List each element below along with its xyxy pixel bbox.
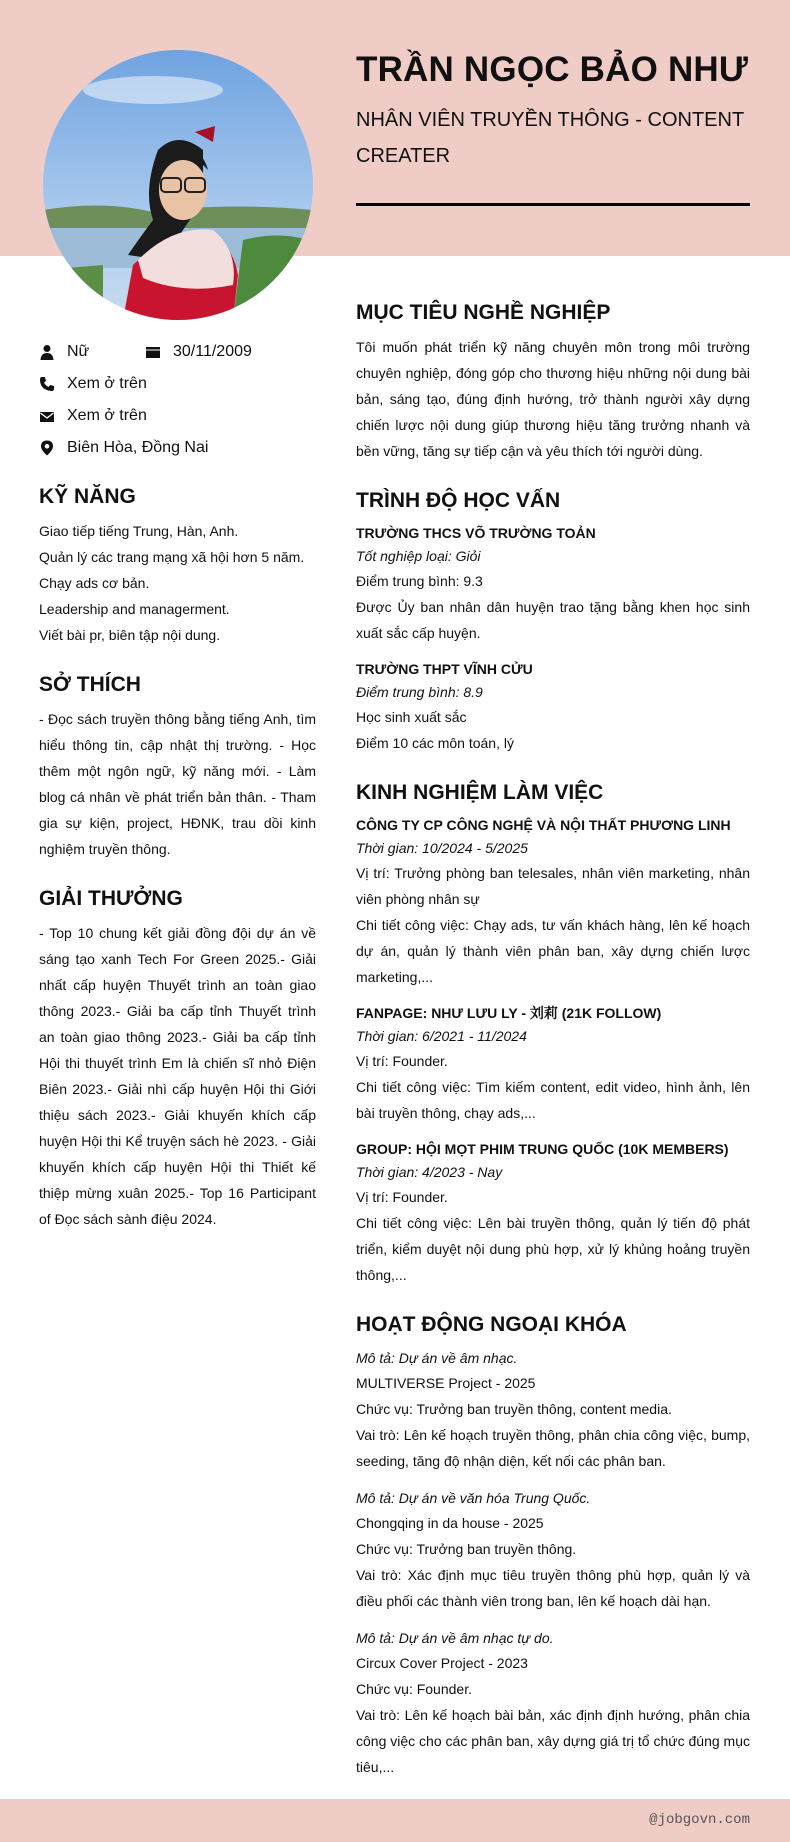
awards-heading: GIẢI THƯỞNG	[39, 887, 183, 910]
education-section	[356, 486, 750, 756]
activities-heading: HOẠT ĐỘNG NGOẠI KHÓA	[356, 1313, 627, 1336]
footer-band	[0, 1799, 790, 1842]
work-position: Vị trí: Trưởng phòng ban telesales, nhân viên marketing, nhân viên phòng nhân sự	[356, 865, 750, 907]
education-item	[356, 658, 750, 756]
school-line: Điểm 10 các môn toán, lý	[356, 735, 514, 751]
contact-row-gender-birthday	[39, 336, 316, 368]
skill-item: Quản lý các trang mạng xã hội hơn 5 năm.	[39, 549, 305, 565]
job-title: NHÂN VIÊN TRUYỀN THÔNG - CONTENT CREATER	[356, 109, 744, 167]
school-line: Điểm trung bình: 9.3	[356, 573, 483, 589]
activity-item	[356, 1626, 750, 1780]
address-value: Biên Hòa, Đồng Nai	[67, 439, 209, 456]
email-value: Xem ở trên	[67, 407, 147, 424]
calendar-icon	[145, 344, 161, 360]
activity-role: Chức vụ: Trưởng ban truyền thông, content media.	[356, 1401, 672, 1417]
hobbies-section	[39, 670, 316, 862]
birthday-value: 30/11/2009	[173, 343, 252, 360]
skill-item: Chạy ads cơ bản.	[39, 575, 150, 591]
contact-row-email	[39, 400, 316, 432]
experience-item	[356, 1002, 750, 1126]
experience-item	[356, 814, 750, 990]
avatar	[43, 50, 313, 320]
contact-row-address	[39, 432, 316, 464]
activity-role: Chức vụ: Trưởng ban truyền thông.	[356, 1541, 577, 1557]
activity-name: Circux Cover Project - 2023	[356, 1655, 528, 1671]
work-detail: Chi tiết công việc: Lên bài truyền thông, quản lý tiến độ phát triển, kiểm duyệt nội dung phù hợp, xử lý khủng hoảng truyền thông,...	[356, 1215, 750, 1283]
candidate-name: TRẦN NGỌC BẢO NHƯ	[356, 50, 749, 89]
work-time: Thời gian: 4/2023 - Nay	[356, 1164, 503, 1180]
education-heading: TRÌNH ĐỘ HỌC VẤN	[356, 489, 561, 512]
footer-watermark: @jobgovn.com	[649, 1812, 750, 1828]
school-name: TRƯỜNG THCS VÕ TRƯỜNG TOẢN	[356, 525, 596, 541]
company-name: FANPAGE: NHƯ LƯU LY - 刘莉 (21K FOLLOW)	[356, 1005, 662, 1021]
awards-section	[39, 884, 316, 1232]
activity-name: MULTIVERSE Project - 2025	[356, 1375, 536, 1391]
objective-section	[356, 298, 750, 464]
activity-desc: Mô tả: Dự án về âm nhạc tự do.	[356, 1630, 554, 1646]
skill-item: Giao tiếp tiếng Trung, Hàn, Anh.	[39, 523, 239, 539]
skill-item: Leadership and managerment.	[39, 601, 230, 617]
objective-text: Tôi muốn phát triển kỹ năng chuyên môn trong môi trường chuyên nghiệp, đóng góp cho thương hiệu những nội dung bài bản, sáng tạo, đúng định hướng, trở thành người xây dựng chiến lược nội dung giúp thương hiệu tăng trưởng nhanh và bền vững, tăng sự tiếp cận và yêu thích tới người dùng.	[356, 339, 750, 459]
school-italic: Điểm trung bình: 8.9	[356, 684, 483, 700]
education-item	[356, 522, 750, 646]
activity-item	[356, 1486, 750, 1614]
activity-duty: Vai trò: Lên kế hoạch truyền thông, phân chia công việc, bump, seeding, tăng độ nhận diện, kết nối các phân ban.	[356, 1427, 750, 1469]
skills-heading: KỸ NĂNG	[39, 485, 136, 508]
work-position: Vị trí: Founder.	[356, 1053, 448, 1069]
left-column	[39, 336, 316, 1254]
company-name: GROUP: HỘI MỌT PHIM TRUNG QUỐC (10K MEMBERS)	[356, 1141, 729, 1157]
hobbies-heading: SỞ THÍCH	[39, 673, 141, 696]
skill-item: Viết bài pr, biên tập nội dung.	[39, 627, 221, 643]
activity-duty: Vai trò: Xác định mục tiêu truyền thông phù hợp, quản lý và điều phối các thành viên trong ban, lên kế hoạch dài hạn.	[356, 1567, 750, 1609]
work-position: Vị trí: Founder.	[356, 1189, 448, 1205]
school-name: TRƯỜNG THPT VĨNH CỬU	[356, 661, 533, 677]
phone-value: Xem ở trên	[67, 375, 147, 392]
skills-section	[39, 482, 316, 648]
map-pin-icon	[39, 440, 55, 456]
activity-name: Chongqing in da house - 2025	[356, 1515, 544, 1531]
work-detail: Chi tiết công việc: Tìm kiếm content, edit video, hình ảnh, lên bài truyền thông, chạy ads,...	[356, 1079, 750, 1121]
experience-item	[356, 1138, 750, 1288]
school-line: Học sinh xuất sắc	[356, 709, 467, 725]
work-time: Thời gian: 10/2024 - 5/2025	[356, 840, 528, 856]
user-icon	[39, 344, 55, 360]
gender-value: Nữ	[67, 343, 90, 360]
awards-text: - Top 10 chung kết giải đồng đội dự án về sáng tạo xanh Tech For Green 2025.- Giải nhất cấp huyện Thuyết trình an toàn giao thông 2023.- Giải ba cấp tỉnh Thuyết trình an toàn giao thông 2023.- Giải ba cấp tỉnh Hội thi thuyết trình Em là chiến sĩ nhỏ Điện Biên 2023.- Giải nhì cấp huyện Hội thi Giới thiệu sách 2023.- Giải khuyến khích cấp huyện Hội thi Kể truyện sách hè 2023. - Giải khuyến khích cấp huyện Hội thi Thiết kế thiệp mừng xuân 2025.- Top 16 Participant of Đọc sách sành điệu 2024.	[39, 925, 316, 1227]
experience-section	[356, 778, 750, 1288]
activity-desc: Mô tả: Dự án về văn hóa Trung Quốc.	[356, 1490, 591, 1506]
mail-icon	[39, 408, 55, 424]
contact-info	[39, 336, 316, 464]
school-line: Được Ủy ban nhân dân huyện trao tặng bằng khen học sinh xuất sắc cấp huyện.	[356, 599, 750, 641]
school-italic: Tốt nghiệp loại: Giỏi	[356, 548, 481, 564]
right-column	[356, 298, 750, 1802]
work-detail: Chi tiết công việc: Chạy ads, tư vấn khách hàng, lên kế hoạch dự án, quản lý thành viên phân ban, xây dựng chiến lược marketing,...	[356, 917, 750, 985]
activities-section	[356, 1310, 750, 1780]
header-divider	[356, 203, 750, 206]
activity-item	[356, 1346, 750, 1474]
hobbies-text: - Đọc sách truyền thông bằng tiếng Anh, tìm hiểu thông tin, cập nhật thị trường. - Học thêm một ngôn ngữ, kỹ năng mới. - Làm blog cá nhân về phát triển bản thân. - Tham gia sự kiện, project, HĐNK, trau dồi kinh nghiệm truyền thông.	[39, 711, 316, 857]
experience-heading: KINH NGHIỆM LÀM VIỆC	[356, 781, 604, 804]
work-time: Thời gian: 6/2021 - 11/2024	[356, 1028, 527, 1044]
activity-role: Chức vụ: Founder.	[356, 1681, 472, 1697]
company-name: CÔNG TY CP CÔNG NGHỆ VÀ NỘI THẤT PHƯƠNG LINH	[356, 817, 731, 833]
activity-desc: Mô tả: Dự án về âm nhạc.	[356, 1350, 518, 1366]
activity-duty: Vai trò: Lên kế hoạch bài bản, xác định định hướng, phân chia công việc cho các phân ban, xây dựng giá trị tổ chức đúng mục tiêu,...	[356, 1707, 750, 1775]
phone-icon	[39, 376, 55, 392]
objective-heading: MỤC TIÊU NGHỀ NGHIỆP	[356, 301, 611, 324]
contact-row-phone	[39, 368, 316, 400]
